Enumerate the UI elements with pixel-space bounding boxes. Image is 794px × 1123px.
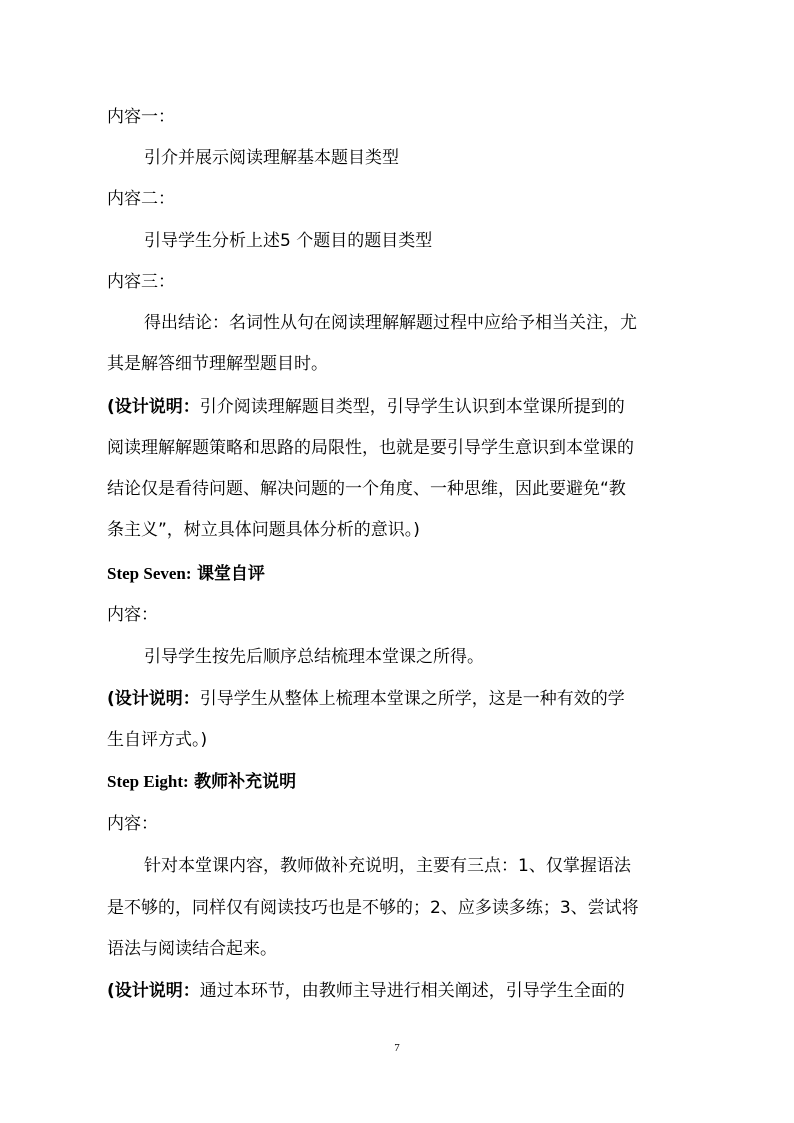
step-seven-content-heading: 内容：	[107, 605, 158, 625]
content3-heading: 内容三：	[107, 272, 175, 292]
step-seven-heading	[107, 563, 265, 585]
design-note-text: 通过本环节，由教师主导进行相关阐述，引导学生全面的	[199, 981, 625, 1001]
step-eight-content-line1: 针对本堂课内容，教师做补充说明，主要有三点：1、仅掌握语法	[144, 856, 631, 876]
content1-text: 引介并展示阅读理解基本题目类型	[144, 148, 399, 168]
design-note-1-line4: 条主义”，树立具体问题具体分析的意识。)	[107, 520, 420, 540]
design-note-2-line2: 生自评方式。)	[107, 730, 208, 750]
content3-text-line2: 其是解答细节理解型题目时。	[107, 354, 328, 374]
design-note-1-line2: 阅读理解解题策略和思路的局限性，也就是要引导学生意识到本堂课的	[107, 438, 634, 458]
design-note-2	[107, 688, 625, 710]
design-note-label: (设计说明：	[107, 397, 200, 417]
design-note-label: (设计说明：	[107, 689, 200, 709]
step-eight-content-heading: 内容：	[107, 814, 158, 834]
design-note-label: (设计说明：	[107, 981, 200, 1001]
step-eight-content-line2: 是不够的，同样仅有阅读技巧也是不够的；2、应多读多练；3、尝试将	[107, 898, 639, 918]
design-note-text: 引介阅读理解题目类型，引导学生认识到本堂课所提到的	[199, 397, 625, 417]
design-note-3	[107, 980, 625, 1002]
step-eight-label: Step Eight:	[107, 772, 189, 791]
step-eight-heading	[107, 771, 296, 793]
content2-heading: 内容二：	[107, 189, 175, 209]
page-number: 7	[394, 1042, 400, 1054]
content3-text-line1: 得出结论：名词性从句在阅读理解解题过程中应给予相当关注，尤	[144, 313, 637, 333]
step-eight-content-line3: 语法与阅读结合起来。	[107, 939, 277, 959]
step-seven-content-text: 引导学生按先后顺序总结梳理本堂课之所得。	[144, 647, 484, 667]
step-eight-title: 教师补充说明	[194, 772, 297, 792]
design-note-1	[107, 396, 625, 418]
content2-text: 引导学生分析上述5 个题目的题目类型	[144, 231, 433, 251]
design-note-1-line3: 结论仅是看待问题、解决问题的一个角度、一种思维，因此要避免“教	[107, 479, 626, 499]
step-seven-title: 课堂自评	[196, 564, 265, 584]
design-note-text: 引导学生从整体上梳理本堂课之所学，这是一种有效的学	[199, 689, 625, 709]
step-seven-label: Step Seven:	[107, 564, 192, 583]
content1-heading: 内容一：	[107, 107, 175, 127]
